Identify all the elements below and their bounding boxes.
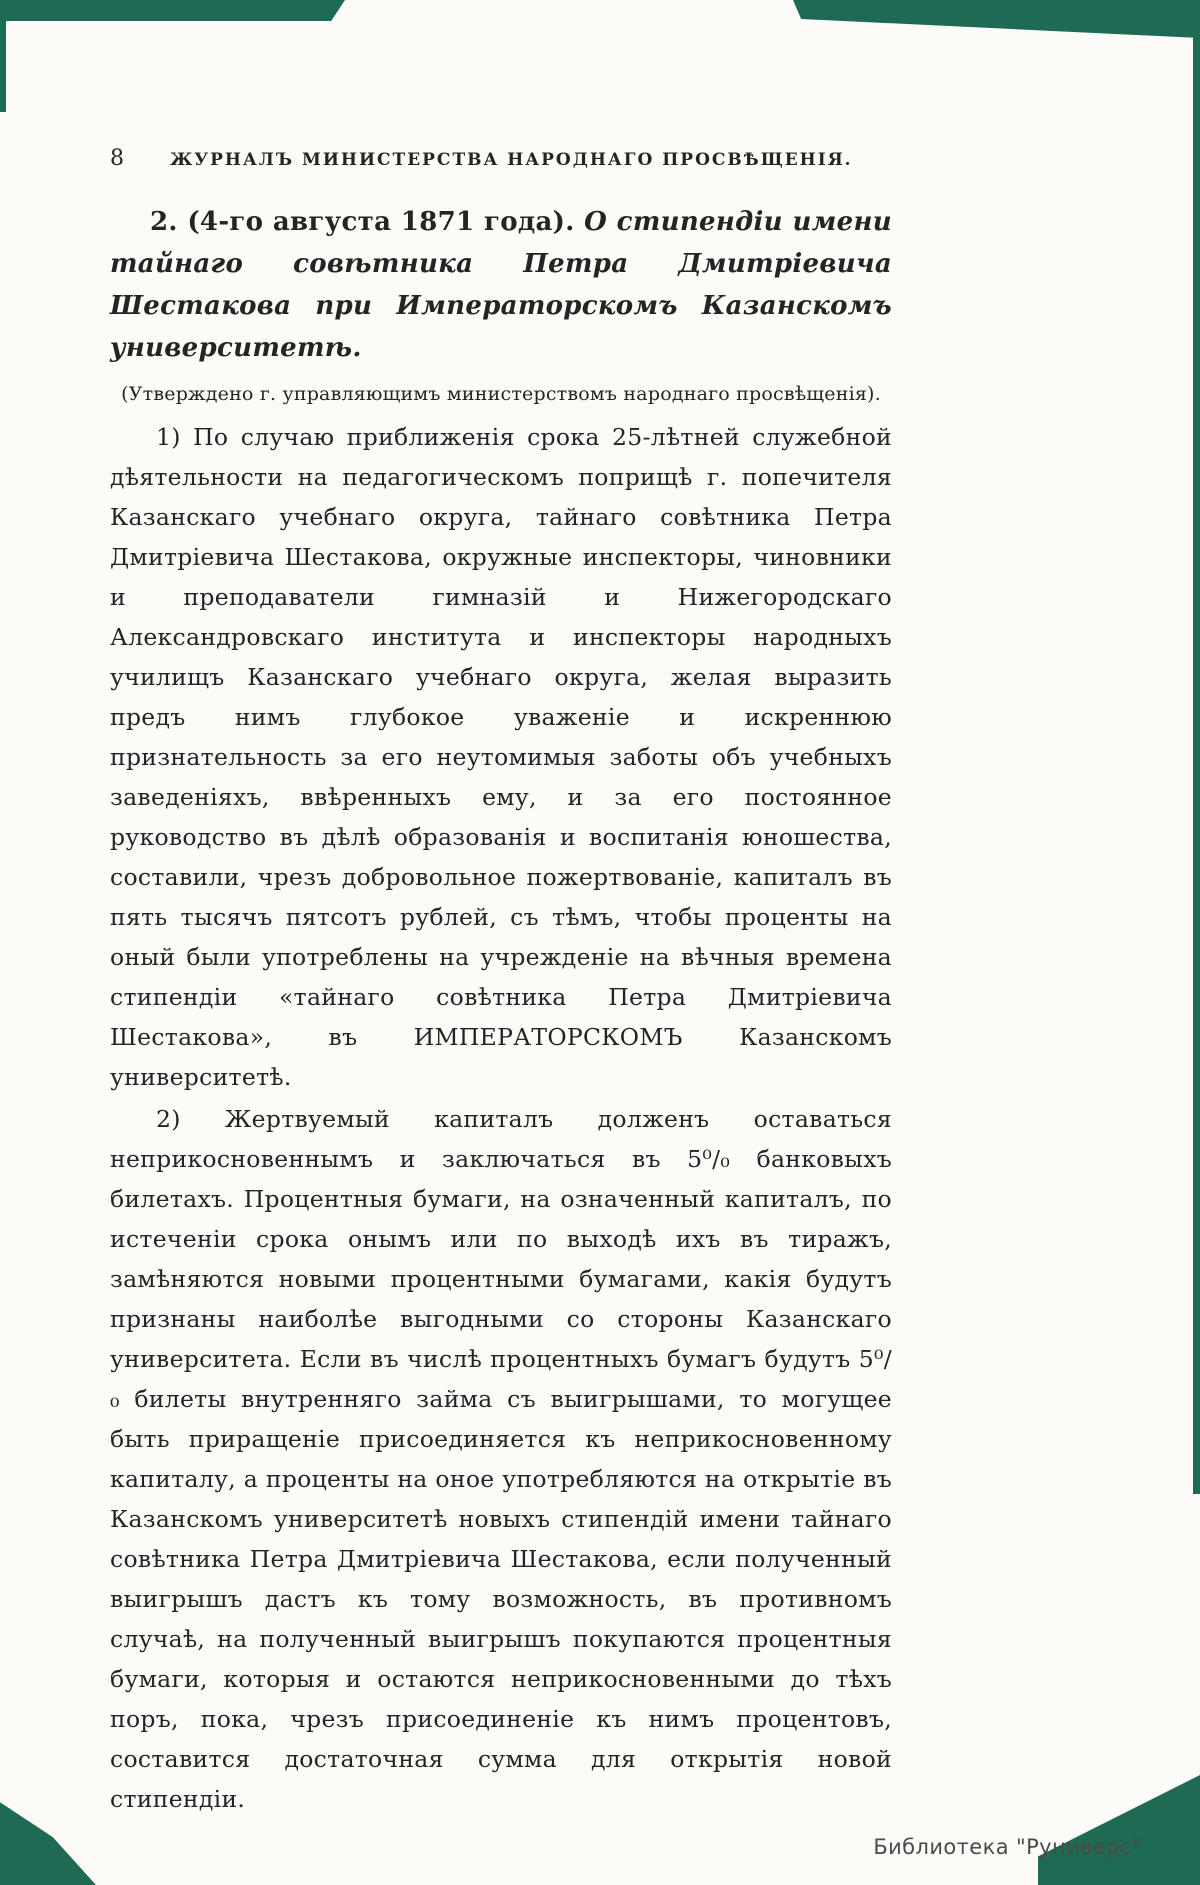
scan-edge-right	[1193, 34, 1200, 1494]
scan-edge-top-right	[793, 0, 1200, 38]
scan-edge-left	[0, 16, 6, 112]
running-title: ЖУРНАЛЪ МИНИСТЕРСТВА НАРОДНАГО ПРОСВѢЩЕНІЯ.	[170, 150, 853, 170]
paragraph-2: 2) Жертвуемый капиталъ долженъ оставаться неприкосновеннымъ и заключаться въ 5⁰/₀ банковыхъ билетахъ. Процентныя бумаги, на означенный капиталъ, по истеченіи срока онымъ или по выходѣ ихъ въ тиражъ, замѣняются новыми процентными бумагами, какія будутъ признаны наиболѣе выгодными со стороны Казанскаго университета. Если въ числѣ процентныхъ бумагъ будутъ 5⁰/₀ билеты внутренняго займа съ выигрышами, то могущее быть приращеніе присоединяется къ неприкосновенному капиталу, а проценты на оное употребляются на открытіе въ Казанскомъ университетѣ новыхъ стипендій имени тайнаго совѣтника Петра Дмитріевича Шестакова, если полученный выигрышъ дастъ къ тому возможность, въ противномъ случаѣ, на полученный выигрышъ покупаются процентныя бумаги, которыя и остаются неприкосновенными до тѣхъ поръ, пока, чрезъ присоединеніе къ нимъ процентовъ, составится достаточная сумма для открытія новой стипендіи.	[110, 1105, 892, 1813]
scan-edge-bottom-right	[1038, 1775, 1200, 1885]
scan-edge-bottom-left	[0, 1793, 96, 1885]
article-heading	[110, 201, 892, 369]
paragraph-1: 1) По случаю приближенія срока 25-лѣтней служебной дѣятельности на педагогическомъ поприщѣ г. попечителя Казанскаго учебнаго округа, тайнаго совѣтника Петра Дмитріевича Шестакова, окружные инспекторы, чиновники и преподаватели гимназій и Нижегородскаго Александровскаго института и инспекторы народныхъ училищъ Казанскаго учебнаго округа, желая выразить предъ нимъ глубокое уваженіе и искреннюю признательность за его неутомимыя заботы объ учебныхъ заведеніяхъ, ввѣренныхъ ему, и за его постоянное руководство въ дѣлѣ образованія и воспитанія юношества, составили, чрезъ добровольное пожертвованіе, капиталъ въ пять тысячъ пятсотъ рублей, съ тѣмъ, чтобы проценты на оный были употреблены на учрежденіе на вѣчныя времена стипендіи «тайнаго совѣтника Петра Дмитріевича Шестакова», въ ИМПЕРАТОРСКОМЪ Казанскомъ университетѣ.	[110, 423, 892, 1091]
page-header	[110, 146, 892, 171]
page-number: 8	[110, 146, 124, 171]
article-title: О стипендіи имени тайнаго совѣтника Петра Дмитріевича Шестакова при Императорскомъ Казанскомъ университетѣ.	[110, 207, 892, 363]
page-content	[110, 146, 892, 1819]
article-date-prefix: 2. (4-го августа 1871 года).	[150, 207, 575, 237]
scan-edge-top-left	[0, 0, 345, 21]
library-watermark: Библиотека "Руниверс"	[873, 1835, 1142, 1859]
approval-note: (Утверждено г. управляющимъ министерствомъ народнаго просвѣщенія).	[121, 383, 881, 405]
